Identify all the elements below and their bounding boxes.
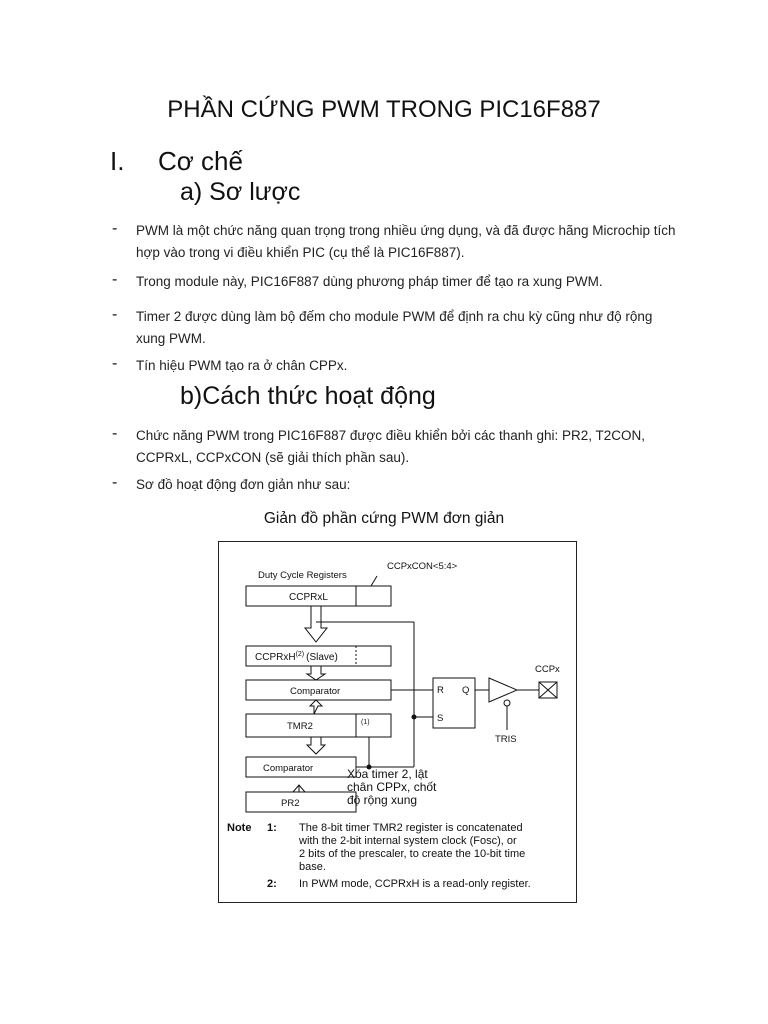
ccpxcon-label: CCPxCON<5:4> [387, 561, 458, 572]
comparator2-label: Comparator [263, 763, 314, 774]
figure-caption: Giản đồ phần cứng PWM đơn giản [263, 510, 505, 527]
bullet-text: PWM là một chức năng quan trọng trong nhiều ứng dụng, và đã được hãng Microchip tích hợp vào trong vi điều khiển PIC (cụ thể là PIC16F887). [136, 223, 676, 260]
latch-s-label: S [437, 713, 444, 724]
bullet-text: Trong module này, PIC16F887 dùng phương pháp timer để tạo ra xung PWM. [136, 274, 603, 289]
latch-q-label: Q [462, 685, 470, 696]
note-1-line: base. [299, 861, 326, 873]
tris-label: TRIS [495, 734, 517, 745]
bullet-text: Tín hiệu PWM tạo ra ở chân CPPx. [136, 358, 348, 373]
note-2-number: 2: [267, 878, 277, 890]
note-1-number: 1: [267, 822, 277, 834]
bullet-text: Chức năng PWM trong PIC16F887 được điều khiển bởi các thanh ghi: PR2, T2CON, CCPRxL, CCPxCON (sẽ giải thích phần sau). [136, 428, 646, 465]
note-1-line: with the 2-bit internal system clock (Fosc), or [299, 835, 517, 847]
pr2-box [246, 792, 356, 812]
output-buffer [489, 678, 517, 702]
ccprxl-label: CCPRxL [289, 592, 328, 603]
latch-r-label: R [437, 685, 444, 696]
bullet-marker: - [112, 425, 118, 442]
bullet-marker: - [112, 474, 118, 491]
pwm-block-diagram [218, 541, 577, 903]
ccpx-pin-label: CCPx [535, 664, 560, 675]
bullet-marker: - [112, 220, 118, 237]
bullet-text: Timer 2 được dùng làm bộ đếm cho module PWM để định ra chu kỳ cũng như độ rộng xung PWM. [136, 309, 653, 346]
note-2-line: In PWM mode, CCPRxH is a read-only register. [299, 878, 531, 890]
comparator1-label: Comparator [290, 686, 341, 697]
bullet-marker: - [112, 355, 118, 372]
note-1-line: The 8-bit timer TMR2 register is concatenated [299, 822, 523, 834]
subsection-a-heading: a) Sơ lược [180, 178, 301, 206]
bullet-marker: - [112, 271, 118, 288]
section-number: I. [110, 146, 125, 176]
bullet-text: Sơ đồ hoạt động đơn giản như sau: [136, 477, 351, 492]
tmr2-label: TMR2 [287, 721, 313, 732]
ccprxh-label: CCPRxH$^{(2)}$ (Slave) [255, 651, 338, 663]
bullet-marker: - [112, 306, 118, 323]
timer-annotation: Xóa timer 2, lật chân CPPx, chốt độ rộng xung [347, 767, 437, 807]
document-title: PHẦN CỨNG PWM TRONG PIC16F887 [167, 96, 601, 123]
subsection-b-heading: b)Cách thức hoạt động [180, 382, 436, 410]
duty-cycle-label: Duty Cycle Registers [258, 570, 347, 581]
pr2-label: PR2 [281, 798, 300, 809]
note-label: Note [227, 822, 252, 834]
tmr2-note-ref: (1) [361, 719, 370, 726]
arrow-l-to-h [305, 606, 327, 642]
section-heading: Cơ chế [158, 146, 243, 176]
note-1-line: 2 bits of the prescaler, to create the 10-bit time [299, 848, 526, 860]
